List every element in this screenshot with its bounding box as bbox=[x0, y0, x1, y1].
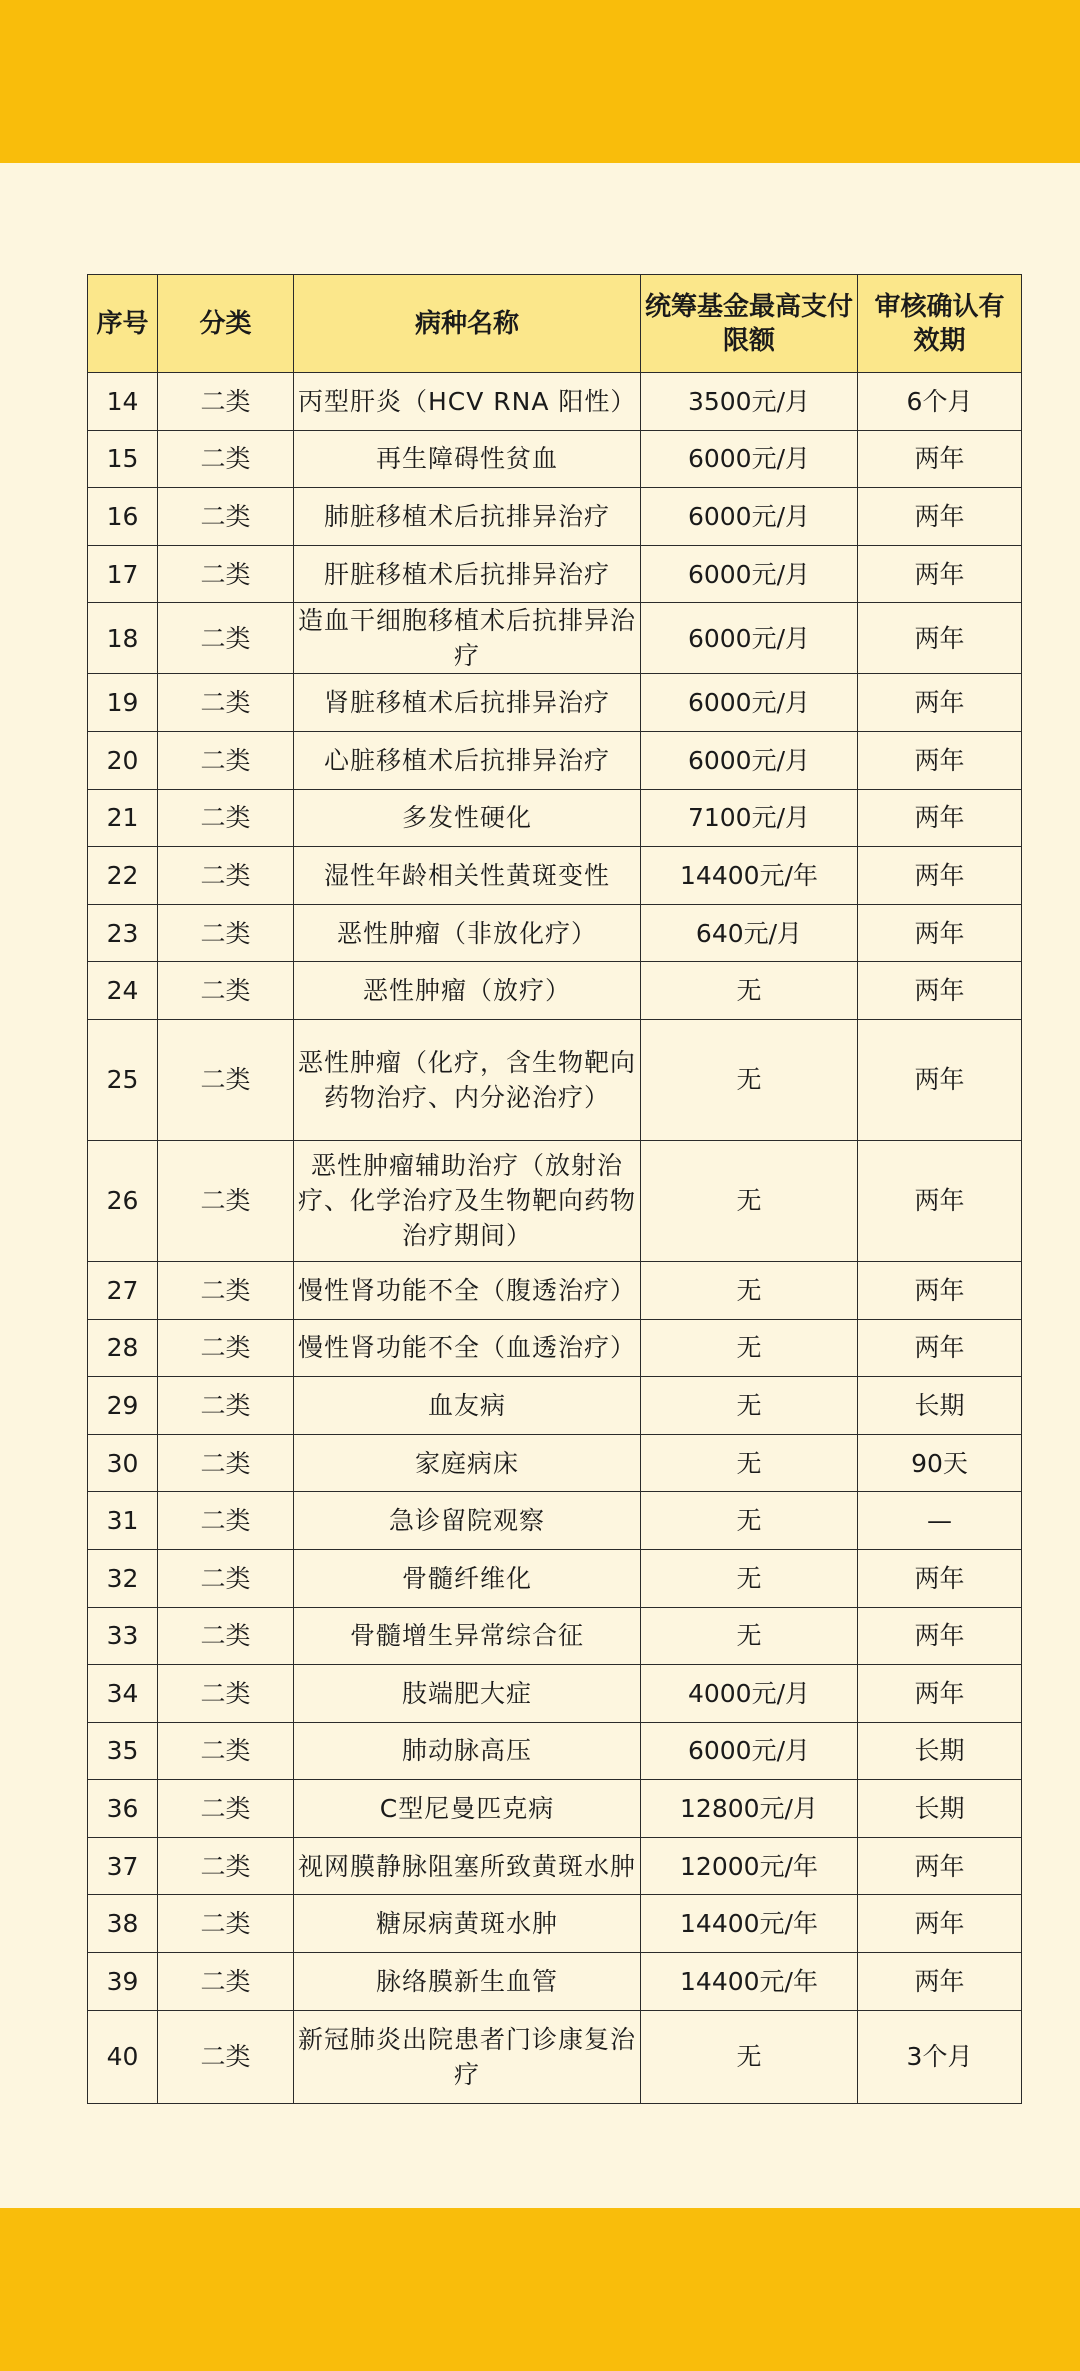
row-category: 二类 bbox=[158, 1722, 294, 1780]
table-header-row bbox=[88, 275, 1022, 373]
row-validity: 两年 bbox=[858, 1953, 1022, 2011]
row-number: 27 bbox=[88, 1261, 158, 1319]
row-number: 21 bbox=[88, 789, 158, 847]
row-number: 26 bbox=[88, 1140, 158, 1261]
row-pay-limit: 无 bbox=[641, 1019, 858, 1140]
row-validity: 两年 bbox=[858, 488, 1022, 546]
row-disease-name: 脉络膜新生血管 bbox=[294, 1953, 641, 2011]
row-validity: 3个月 bbox=[858, 2010, 1022, 2103]
row-category: 二类 bbox=[158, 1319, 294, 1377]
row-pay-limit: 6000元/月 bbox=[641, 430, 858, 488]
row-pay-limit: 无 bbox=[641, 1607, 858, 1665]
row-disease-name: 家庭病床 bbox=[294, 1434, 641, 1492]
row-disease-name: 肾脏移植术后抗排异治疗 bbox=[294, 674, 641, 732]
row-disease-name: 肺脏移植术后抗排异治疗 bbox=[294, 488, 641, 546]
header-category: 分类 bbox=[158, 275, 294, 373]
row-pay-limit: 6000元/月 bbox=[641, 731, 858, 789]
row-disease-name: 多发性硬化 bbox=[294, 789, 641, 847]
row-category: 二类 bbox=[158, 430, 294, 488]
table-row bbox=[88, 904, 1022, 962]
row-category: 二类 bbox=[158, 1492, 294, 1550]
table-row bbox=[88, 1140, 1022, 1261]
row-validity: 两年 bbox=[858, 1019, 1022, 1140]
header-validity: 审核确认有效期 bbox=[858, 275, 1022, 373]
row-validity: 两年 bbox=[858, 1665, 1022, 1723]
row-validity: 两年 bbox=[858, 1837, 1022, 1895]
row-validity: 6个月 bbox=[858, 373, 1022, 431]
row-category: 二类 bbox=[158, 1780, 294, 1838]
row-validity: 两年 bbox=[858, 962, 1022, 1020]
table-row bbox=[88, 789, 1022, 847]
row-validity: 两年 bbox=[858, 1140, 1022, 1261]
table-body bbox=[88, 373, 1022, 2104]
row-category: 二类 bbox=[158, 731, 294, 789]
row-number: 35 bbox=[88, 1722, 158, 1780]
row-validity: 两年 bbox=[858, 1319, 1022, 1377]
row-disease-name: 慢性肾功能不全（血透治疗） bbox=[294, 1319, 641, 1377]
table-row bbox=[88, 1434, 1022, 1492]
row-category: 二类 bbox=[158, 1434, 294, 1492]
row-number: 38 bbox=[88, 1895, 158, 1953]
row-disease-name: 慢性肾功能不全（腹透治疗） bbox=[294, 1261, 641, 1319]
row-validity: 两年 bbox=[858, 904, 1022, 962]
row-disease-name: 急诊留院观察 bbox=[294, 1492, 641, 1550]
row-category: 二类 bbox=[158, 1019, 294, 1140]
row-category: 二类 bbox=[158, 1377, 294, 1435]
row-number: 20 bbox=[88, 731, 158, 789]
row-number: 25 bbox=[88, 1019, 158, 1140]
row-disease-name: 糖尿病黄斑水肿 bbox=[294, 1895, 641, 1953]
row-pay-limit: 无 bbox=[641, 962, 858, 1020]
table-row bbox=[88, 545, 1022, 603]
row-pay-limit: 6000元/月 bbox=[641, 545, 858, 603]
table-row bbox=[88, 603, 1022, 674]
row-validity: 90天 bbox=[858, 1434, 1022, 1492]
row-validity: 两年 bbox=[858, 1549, 1022, 1607]
table-row bbox=[88, 674, 1022, 732]
row-pay-limit: 无 bbox=[641, 1377, 858, 1435]
row-number: 39 bbox=[88, 1953, 158, 2011]
row-pay-limit: 3500元/月 bbox=[641, 373, 858, 431]
row-disease-name: 视网膜静脉阻塞所致黄斑水肿 bbox=[294, 1837, 641, 1895]
row-validity: 长期 bbox=[858, 1722, 1022, 1780]
row-disease-name: 恶性肿瘤（放疗） bbox=[294, 962, 641, 1020]
row-number: 30 bbox=[88, 1434, 158, 1492]
row-pay-limit: 无 bbox=[641, 1434, 858, 1492]
row-category: 二类 bbox=[158, 1607, 294, 1665]
row-category: 二类 bbox=[158, 674, 294, 732]
row-number: 23 bbox=[88, 904, 158, 962]
row-category: 二类 bbox=[158, 1837, 294, 1895]
row-disease-name: 恶性肿瘤辅助治疗（放射治疗、化学治疗及生物靶向药物治疗期间） bbox=[294, 1140, 641, 1261]
row-number: 17 bbox=[88, 545, 158, 603]
table-row bbox=[88, 1319, 1022, 1377]
row-disease-name: 恶性肿瘤（化疗，含生物靶向药物治疗、内分泌治疗） bbox=[294, 1019, 641, 1140]
row-number: 34 bbox=[88, 1665, 158, 1723]
row-disease-name: C型尼曼匹克病 bbox=[294, 1780, 641, 1838]
row-disease-name: 肺动脉高压 bbox=[294, 1722, 641, 1780]
row-pay-limit: 6000元/月 bbox=[641, 1722, 858, 1780]
row-pay-limit: 14400元/年 bbox=[641, 1895, 858, 1953]
row-pay-limit: 无 bbox=[641, 1492, 858, 1550]
row-number: 28 bbox=[88, 1319, 158, 1377]
table-row bbox=[88, 1953, 1022, 2011]
row-pay-limit: 6000元/月 bbox=[641, 603, 858, 674]
row-category: 二类 bbox=[158, 847, 294, 905]
row-category: 二类 bbox=[158, 1261, 294, 1319]
row-number: 33 bbox=[88, 1607, 158, 1665]
row-validity: 两年 bbox=[858, 430, 1022, 488]
table-row bbox=[88, 1607, 1022, 1665]
row-number: 24 bbox=[88, 962, 158, 1020]
row-category: 二类 bbox=[158, 1140, 294, 1261]
row-pay-limit: 无 bbox=[641, 1319, 858, 1377]
row-category: 二类 bbox=[158, 904, 294, 962]
table-row bbox=[88, 731, 1022, 789]
table-row bbox=[88, 1837, 1022, 1895]
row-pay-limit: 无 bbox=[641, 1261, 858, 1319]
row-category: 二类 bbox=[158, 373, 294, 431]
row-validity: 长期 bbox=[858, 1377, 1022, 1435]
row-category: 二类 bbox=[158, 603, 294, 674]
row-disease-name: 丙型肝炎（HCV RNA 阳性） bbox=[294, 373, 641, 431]
row-disease-name: 肢端肥大症 bbox=[294, 1665, 641, 1723]
row-pay-limit: 6000元/月 bbox=[641, 674, 858, 732]
row-number: 22 bbox=[88, 847, 158, 905]
row-number: 29 bbox=[88, 1377, 158, 1435]
row-disease-name: 心脏移植术后抗排异治疗 bbox=[294, 731, 641, 789]
row-disease-name: 骨髓增生异常综合征 bbox=[294, 1607, 641, 1665]
row-validity: 两年 bbox=[858, 674, 1022, 732]
table-row bbox=[88, 847, 1022, 905]
table-row bbox=[88, 1722, 1022, 1780]
disease-table bbox=[87, 274, 1022, 2104]
row-validity: — bbox=[858, 1492, 1022, 1550]
header-disease-name: 病种名称 bbox=[294, 275, 641, 373]
row-category: 二类 bbox=[158, 789, 294, 847]
table-row bbox=[88, 1377, 1022, 1435]
row-validity: 两年 bbox=[858, 847, 1022, 905]
row-validity: 两年 bbox=[858, 1895, 1022, 1953]
row-number: 31 bbox=[88, 1492, 158, 1550]
row-category: 二类 bbox=[158, 1895, 294, 1953]
row-pay-limit: 12800元/月 bbox=[641, 1780, 858, 1838]
row-category: 二类 bbox=[158, 1549, 294, 1607]
table-row bbox=[88, 1019, 1022, 1140]
row-number: 15 bbox=[88, 430, 158, 488]
row-validity: 两年 bbox=[858, 731, 1022, 789]
bottom-banner bbox=[0, 2208, 1080, 2371]
row-disease-name: 肝脏移植术后抗排异治疗 bbox=[294, 545, 641, 603]
table-row bbox=[88, 1492, 1022, 1550]
row-disease-name: 湿性年龄相关性黄斑变性 bbox=[294, 847, 641, 905]
row-number: 19 bbox=[88, 674, 158, 732]
table-row bbox=[88, 373, 1022, 431]
row-disease-name: 造血干细胞移植术后抗排异治疗 bbox=[294, 603, 641, 674]
row-pay-limit: 6000元/月 bbox=[641, 488, 858, 546]
row-pay-limit: 4000元/月 bbox=[641, 1665, 858, 1723]
header-pay-limit: 统筹基金最高支付限额 bbox=[641, 275, 858, 373]
table-row bbox=[88, 1549, 1022, 1607]
table-row bbox=[88, 962, 1022, 1020]
row-pay-limit: 7100元/月 bbox=[641, 789, 858, 847]
row-category: 二类 bbox=[158, 962, 294, 1020]
row-disease-name: 再生障碍性贫血 bbox=[294, 430, 641, 488]
row-validity: 两年 bbox=[858, 1261, 1022, 1319]
table-row bbox=[88, 1895, 1022, 1953]
row-number: 16 bbox=[88, 488, 158, 546]
row-disease-name: 血友病 bbox=[294, 1377, 641, 1435]
table-row bbox=[88, 1261, 1022, 1319]
table-row bbox=[88, 1665, 1022, 1723]
row-category: 二类 bbox=[158, 545, 294, 603]
table-row bbox=[88, 1780, 1022, 1838]
row-validity: 两年 bbox=[858, 603, 1022, 674]
table-row bbox=[88, 2010, 1022, 2103]
row-category: 二类 bbox=[158, 2010, 294, 2103]
row-pay-limit: 无 bbox=[641, 1549, 858, 1607]
row-number: 40 bbox=[88, 2010, 158, 2103]
row-validity: 两年 bbox=[858, 545, 1022, 603]
row-number: 14 bbox=[88, 373, 158, 431]
row-category: 二类 bbox=[158, 1953, 294, 2011]
row-pay-limit: 640元/月 bbox=[641, 904, 858, 962]
row-number: 32 bbox=[88, 1549, 158, 1607]
row-pay-limit: 无 bbox=[641, 1140, 858, 1261]
row-pay-limit: 12000元/年 bbox=[641, 1837, 858, 1895]
row-validity: 两年 bbox=[858, 789, 1022, 847]
row-number: 37 bbox=[88, 1837, 158, 1895]
row-disease-name: 骨髓纤维化 bbox=[294, 1549, 641, 1607]
row-pay-limit: 无 bbox=[641, 2010, 858, 2103]
header-no: 序号 bbox=[88, 275, 158, 373]
row-disease-name: 恶性肿瘤（非放化疗） bbox=[294, 904, 641, 962]
top-banner bbox=[0, 0, 1080, 163]
row-validity: 两年 bbox=[858, 1607, 1022, 1665]
row-number: 18 bbox=[88, 603, 158, 674]
row-disease-name: 新冠肺炎出院患者门诊康复治疗 bbox=[294, 2010, 641, 2103]
row-number: 36 bbox=[88, 1780, 158, 1838]
row-category: 二类 bbox=[158, 1665, 294, 1723]
table-row bbox=[88, 430, 1022, 488]
table-row bbox=[88, 488, 1022, 546]
row-validity: 长期 bbox=[858, 1780, 1022, 1838]
row-pay-limit: 14400元/年 bbox=[641, 847, 858, 905]
row-pay-limit: 14400元/年 bbox=[641, 1953, 858, 2011]
row-category: 二类 bbox=[158, 488, 294, 546]
